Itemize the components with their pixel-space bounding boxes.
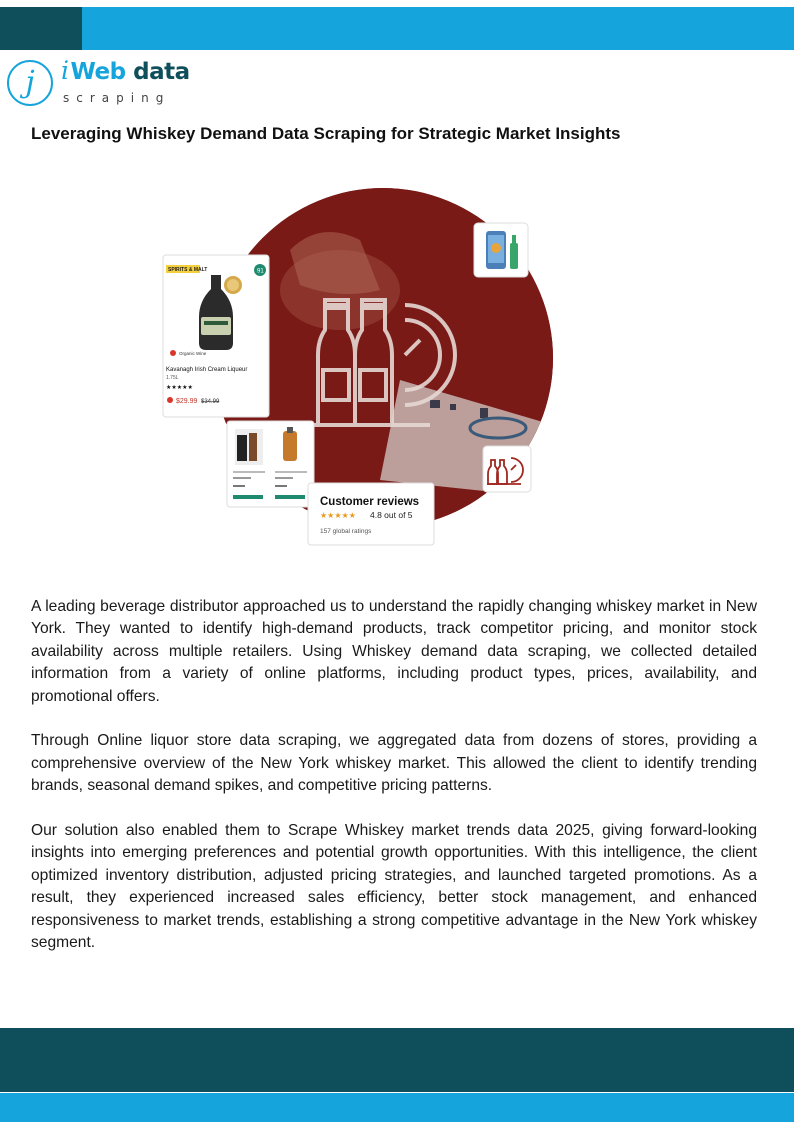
footer-bar-light	[0, 1093, 794, 1122]
product-stars: ★★★★★	[166, 384, 193, 391]
body-text	[31, 596, 757, 977]
reviews-count: 157 global ratings	[320, 528, 372, 535]
header-bar-light	[82, 7, 794, 50]
product-badge: SPIRITS & MALT	[168, 267, 208, 273]
header-bar-dark	[0, 7, 82, 50]
product-score: 91	[257, 268, 264, 275]
hero-illustration	[150, 180, 570, 570]
compare-card	[227, 421, 314, 507]
footer-bar-dark	[0, 1028, 794, 1092]
logo[interactable]	[7, 56, 190, 114]
logo-circle-icon: j	[7, 60, 53, 106]
paragraph-2: Through Online liquor store data scraping, we aggregated data from dozens of stores, providing a comprehensive overview of the New York whiskey market. This allowed the client to identify trending brands, seasonal demand spikes, and competitive pricing patterns.	[31, 732, 757, 795]
paragraph-1: A leading beverage distributor approached us to understand the rapidly changing whiskey market in New York. They wanted to identify high-demand products, track competitor pricing, and monitor stock availability across multiple retailers. Using Whiskey demand data scraping, we collected detailed information from a variety of online platforms, including product types, prices, availability, and promotional offers.	[31, 598, 757, 705]
product-card	[163, 255, 269, 417]
reviews-rating: 4.8 out of 5	[370, 510, 413, 520]
logo-tagline: scraping	[63, 91, 171, 105]
paragraph-3: Our solution also enabled them to Scrape Whiskey market trends data 2025, giving forward-looking insights into emerging preferences and potential growth opportunities. With this intelligence, the client optimized inventory distribution, adjusted pricing strategies, and launched targeted promotions. As a result, they experienced increased sales efficiency, better stock management, and enhanced responsiveness to market trends, establishing a strong competitive advantage in the New York whiskey segment.	[31, 822, 757, 952]
product-old-price: $34.99	[201, 399, 220, 405]
page-title: Leveraging Whiskey Demand Data Scraping for Strategic Market Insights	[31, 124, 621, 143]
logo-wordmark: iWeb data	[61, 56, 190, 85]
reviews-title: Customer reviews	[320, 496, 420, 508]
mobile-app-icon	[474, 223, 528, 277]
product-name: Kavanagh Irish Cream Liqueur	[166, 367, 248, 373]
product-tag: Organic Wine	[179, 351, 207, 356]
bottles-clock-small-icon	[483, 446, 531, 492]
reviews-stars: ★★★★★	[320, 511, 356, 520]
reviews-card	[308, 483, 434, 545]
product-size: 1.75L	[166, 375, 179, 381]
product-price: $29.99	[176, 398, 198, 405]
